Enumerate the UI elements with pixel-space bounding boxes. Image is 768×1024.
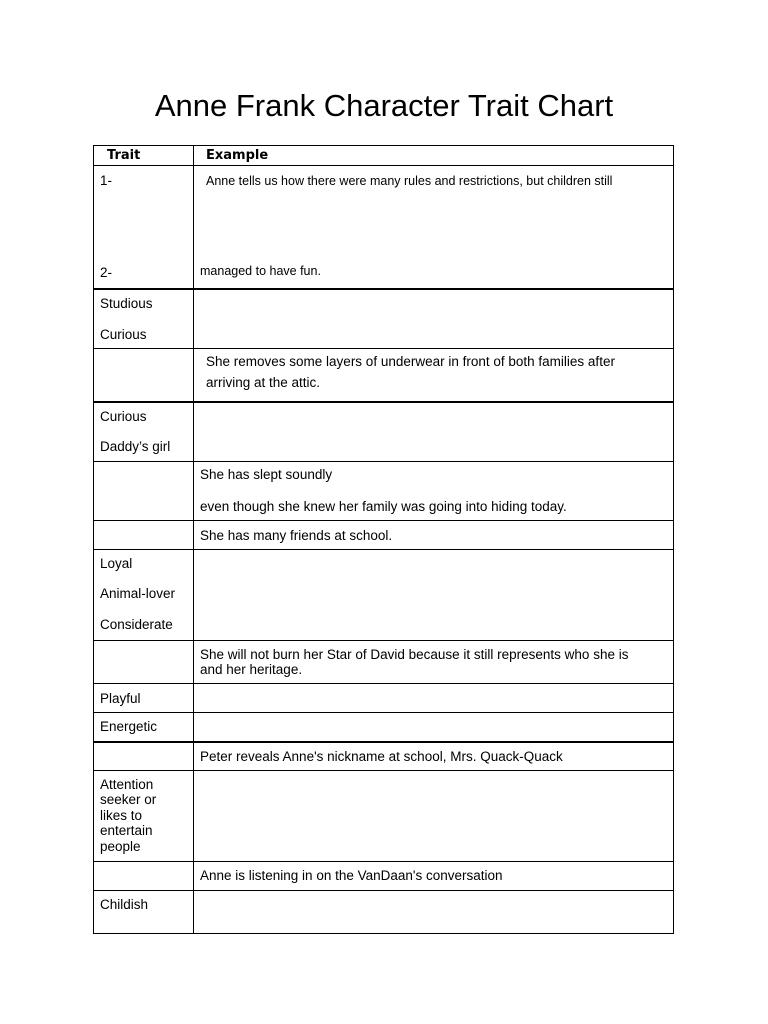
table-row bbox=[94, 861, 673, 891]
example-text: She has many friends at school. bbox=[200, 528, 393, 543]
trait-text: 2- bbox=[100, 265, 113, 280]
trait-text: Curious bbox=[100, 409, 147, 424]
trait-chart-table bbox=[93, 145, 674, 934]
example-text: Anne is listening in on the VanDaan's conversation bbox=[200, 868, 503, 883]
example-text: managed to have fun. bbox=[200, 264, 321, 278]
example-text: even though she knew her family was going into hiding today. bbox=[200, 499, 567, 514]
trait-text: Curious bbox=[100, 327, 147, 342]
trait-text: seeker or bbox=[100, 792, 157, 807]
example-text: Peter reveals Anne's nickname at school, Mrs. Quack-Quack bbox=[200, 749, 563, 764]
trait-text: 1- bbox=[100, 173, 113, 188]
trait-text: Attention bbox=[100, 777, 154, 792]
trait-text: Childish bbox=[100, 897, 149, 912]
table-header-row bbox=[94, 146, 673, 166]
trait-text: Loyal bbox=[100, 556, 133, 571]
table-row bbox=[94, 770, 673, 862]
example-text: arriving at the attic. bbox=[206, 375, 321, 390]
table-row bbox=[94, 640, 673, 684]
trait-text: Considerate bbox=[100, 617, 173, 632]
trait-text: Playful bbox=[100, 691, 141, 706]
trait-text: Studious bbox=[100, 296, 153, 311]
example-text: She has slept soundly bbox=[200, 467, 333, 482]
example-text: Anne tells us how there were many rules and restrictions, but children still bbox=[206, 174, 613, 188]
table-row bbox=[94, 712, 673, 742]
trait-text: likes to bbox=[100, 808, 143, 823]
table-row bbox=[94, 520, 673, 550]
table-row bbox=[94, 348, 673, 402]
table-row bbox=[94, 741, 673, 771]
table-row bbox=[94, 461, 673, 521]
example-text: and her heritage. bbox=[200, 662, 303, 677]
example-text: She removes some layers of underwear in front of both families after bbox=[206, 354, 615, 369]
table-row bbox=[94, 288, 673, 349]
table-row bbox=[94, 165, 673, 289]
table-row bbox=[94, 683, 673, 713]
table-row bbox=[94, 890, 673, 933]
trait-text: Daddy’s girl bbox=[100, 439, 171, 454]
trait-text: entertain bbox=[100, 823, 153, 838]
header-trait: Trait bbox=[107, 148, 141, 163]
table-row bbox=[94, 401, 673, 462]
trait-text: Energetic bbox=[100, 719, 158, 734]
page-title: Anne Frank Character Trait Chart bbox=[154, 88, 614, 123]
table-row bbox=[94, 549, 673, 641]
header-example: Example bbox=[206, 148, 269, 163]
example-text: She will not burn her Star of David because it still represents who she is bbox=[200, 647, 629, 662]
trait-text: Animal-lover bbox=[100, 586, 176, 601]
trait-text: people bbox=[100, 839, 141, 854]
